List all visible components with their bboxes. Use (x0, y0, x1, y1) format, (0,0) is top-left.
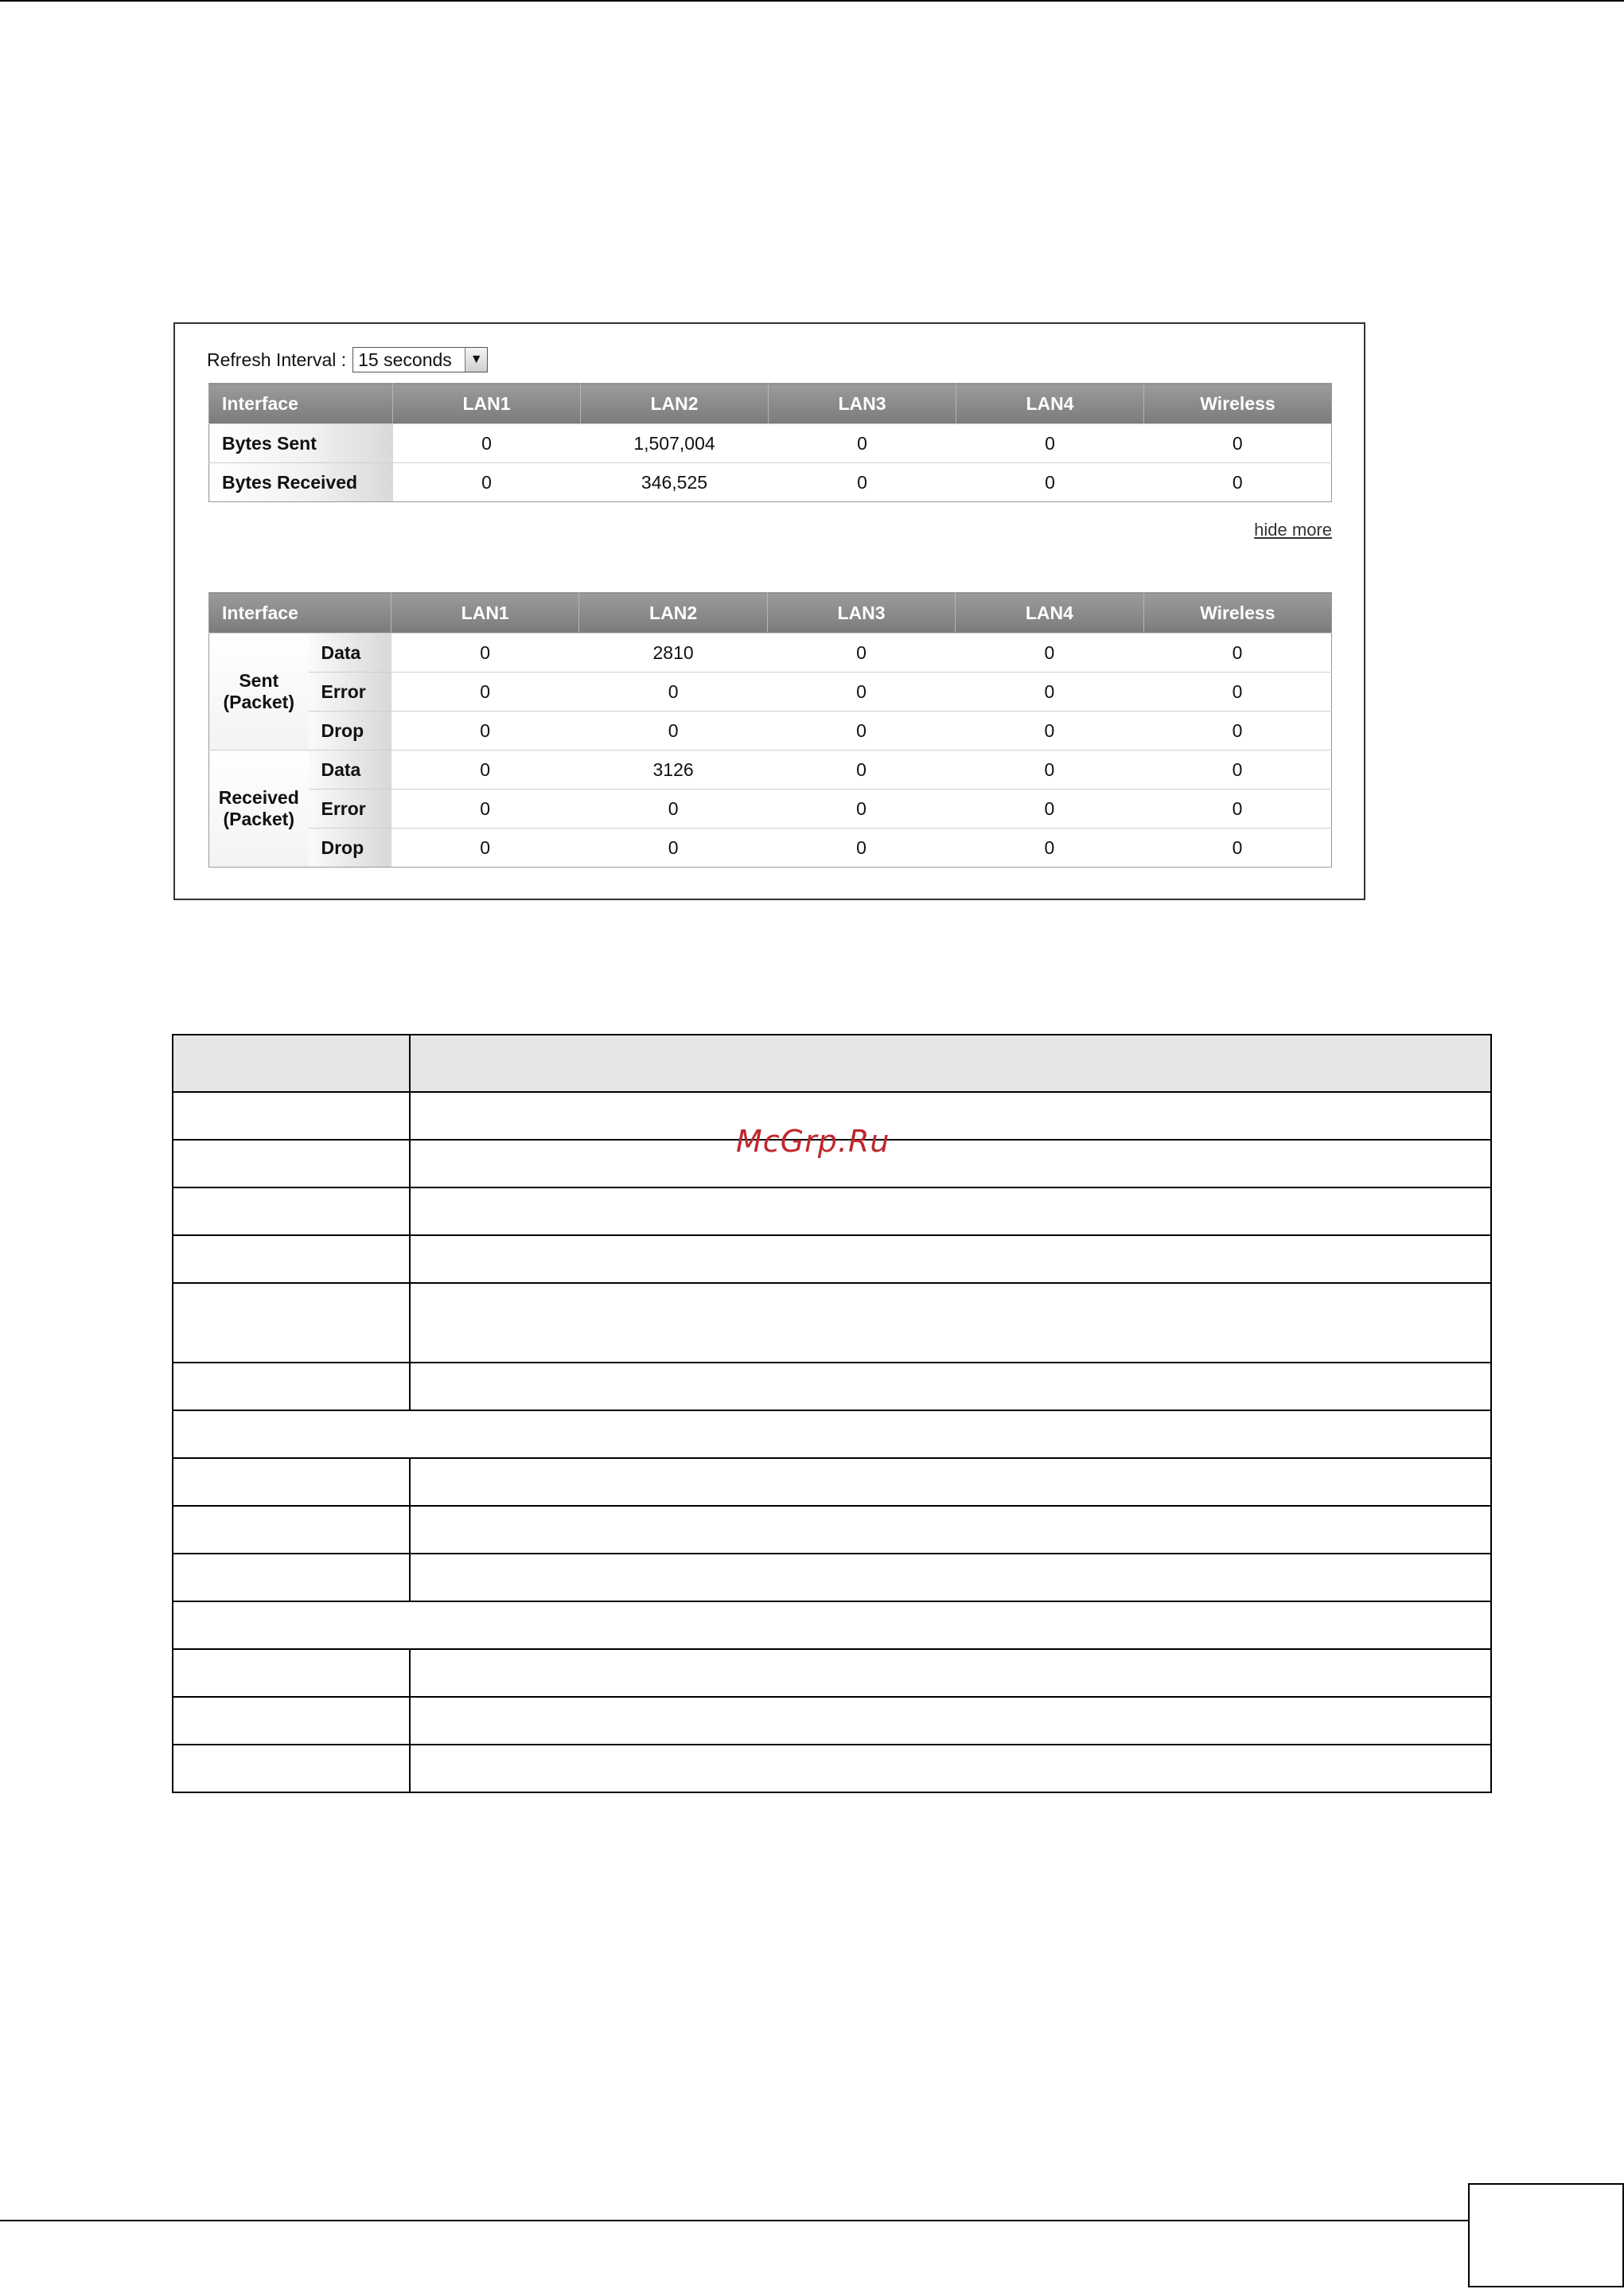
cell-value: 3126 (579, 751, 767, 790)
description-text-cell (410, 1554, 1491, 1601)
cell-value: 0 (579, 790, 767, 829)
cell-value: 0 (767, 634, 955, 673)
top-rule (0, 0, 1624, 2)
row-label: Bytes Sent (209, 424, 393, 463)
description-text-cell (410, 1092, 1491, 1140)
description-row (173, 1554, 1491, 1601)
header-interface: Interface (209, 384, 393, 424)
cell-value: 0 (956, 673, 1143, 712)
cell-value: 346,525 (581, 463, 769, 502)
description-text-cell (410, 1363, 1491, 1410)
cell-value: 0 (767, 829, 955, 868)
header-wireless: Wireless (1144, 384, 1332, 424)
cell-value: 0 (1143, 751, 1331, 790)
description-row (173, 1458, 1491, 1506)
dropdown-arrow-icon[interactable]: ▼ (465, 348, 487, 372)
description-header-cell (173, 1035, 410, 1092)
description-label-cell (173, 1235, 410, 1283)
refresh-interval-row (207, 346, 488, 373)
hide-more-link[interactable]: hide more (1254, 520, 1332, 540)
cell-value: 0 (391, 634, 579, 673)
packets-table (208, 592, 1332, 868)
description-section-row (173, 1410, 1491, 1458)
table-row (209, 790, 1332, 829)
description-label-cell (173, 1283, 410, 1363)
refresh-interval-value: 15 seconds (358, 349, 452, 370)
row-label: Bytes Received (209, 463, 393, 502)
description-text-cell (410, 1458, 1491, 1506)
cell-value: 0 (1144, 463, 1332, 502)
row-label: Error (309, 790, 391, 829)
cell-value: 0 (391, 751, 579, 790)
table-row (209, 751, 1332, 790)
footer-rule (0, 2220, 1468, 2221)
header-lan1: LAN1 (393, 384, 581, 424)
description-text-cell (410, 1283, 1491, 1363)
description-row (173, 1506, 1491, 1554)
description-header-cell (410, 1035, 1491, 1092)
cell-value: 0 (1144, 424, 1332, 463)
page-number-box (1468, 2183, 1624, 2287)
cell-value: 0 (767, 712, 955, 751)
cell-value: 0 (1143, 829, 1331, 868)
description-row (173, 1745, 1491, 1792)
cell-value: 0 (769, 424, 956, 463)
description-label-cell (173, 1506, 410, 1554)
description-row (173, 1363, 1491, 1410)
header-wireless: Wireless (1143, 593, 1331, 634)
cell-value: 1,507,004 (581, 424, 769, 463)
cell-value: 0 (956, 790, 1143, 829)
row-label: Drop (309, 712, 391, 751)
cell-value: 2810 (579, 634, 767, 673)
description-label-cell (173, 1745, 410, 1792)
description-text-cell (410, 1506, 1491, 1554)
header-interface: Interface (209, 593, 391, 634)
cell-value: 0 (956, 829, 1143, 868)
table-row (209, 634, 1332, 673)
refresh-interval-label: Refresh Interval : (207, 349, 347, 370)
description-label-cell (173, 1363, 410, 1410)
cell-value: 0 (579, 829, 767, 868)
description-section-cell (173, 1601, 1491, 1649)
description-label-cell (173, 1187, 410, 1235)
cell-value: 0 (956, 463, 1144, 502)
group-label-line1: Received (218, 787, 299, 808)
description-section-row (173, 1601, 1491, 1649)
description-label-cell (173, 1458, 410, 1506)
header-lan3: LAN3 (769, 384, 956, 424)
cell-value: 0 (769, 463, 956, 502)
cell-value: 0 (391, 790, 579, 829)
description-label-cell (173, 1554, 410, 1601)
cell-value: 0 (391, 712, 579, 751)
description-text-cell (410, 1745, 1491, 1792)
cell-value: 0 (391, 673, 579, 712)
packets-table-header (209, 593, 1332, 634)
description-text-cell (410, 1697, 1491, 1745)
description-row (173, 1187, 1491, 1235)
cell-value: 0 (579, 673, 767, 712)
description-row (173, 1649, 1491, 1697)
description-label-cell (173, 1140, 410, 1187)
cell-value: 0 (956, 424, 1144, 463)
cell-value: 0 (767, 790, 955, 829)
table-row (209, 424, 1332, 463)
group-label-received (209, 751, 309, 868)
header-lan4: LAN4 (956, 384, 1144, 424)
description-text-cell (410, 1649, 1491, 1697)
cell-value: 0 (1143, 673, 1331, 712)
statistics-screenshot (173, 322, 1365, 900)
bytes-table-header (209, 384, 1332, 424)
description-text-cell (410, 1235, 1491, 1283)
row-label: Drop (309, 829, 391, 868)
bytes-table (208, 383, 1332, 502)
cell-value: 0 (1143, 790, 1331, 829)
table-row (209, 712, 1332, 751)
description-row (173, 1235, 1491, 1283)
header-lan1: LAN1 (391, 593, 579, 634)
description-row (173, 1283, 1491, 1363)
cell-value: 0 (579, 712, 767, 751)
watermark: McGrp.Ru (736, 1124, 890, 1159)
row-label: Error (309, 673, 391, 712)
group-label-line2: (Packet) (223, 809, 294, 829)
refresh-interval-select[interactable] (352, 347, 488, 372)
cell-value: 0 (393, 424, 581, 463)
cell-value: 0 (393, 463, 581, 502)
header-lan2: LAN2 (581, 384, 769, 424)
header-lan2: LAN2 (579, 593, 767, 634)
description-text-cell (410, 1140, 1491, 1187)
group-label-line1: Sent (239, 670, 279, 691)
row-label: Data (309, 751, 391, 790)
row-label: Data (309, 634, 391, 673)
cell-value: 0 (767, 673, 955, 712)
description-section-cell (173, 1410, 1491, 1458)
group-label-sent (209, 634, 309, 751)
description-label-cell (173, 1697, 410, 1745)
cell-value: 0 (956, 634, 1143, 673)
description-row (173, 1697, 1491, 1745)
header-lan4: LAN4 (956, 593, 1143, 634)
description-text-cell (410, 1187, 1491, 1235)
description-label-cell (173, 1092, 410, 1140)
cell-value: 0 (956, 712, 1143, 751)
description-header-row (173, 1035, 1491, 1092)
cell-value: 0 (956, 751, 1143, 790)
cell-value: 0 (1143, 634, 1331, 673)
cell-value: 0 (1143, 712, 1331, 751)
cell-value: 0 (767, 751, 955, 790)
group-label-line2: (Packet) (223, 692, 294, 712)
header-lan3: LAN3 (767, 593, 955, 634)
table-row (209, 673, 1332, 712)
table-row (209, 463, 1332, 502)
table-row (209, 829, 1332, 868)
description-label-cell (173, 1649, 410, 1697)
cell-value: 0 (391, 829, 579, 868)
